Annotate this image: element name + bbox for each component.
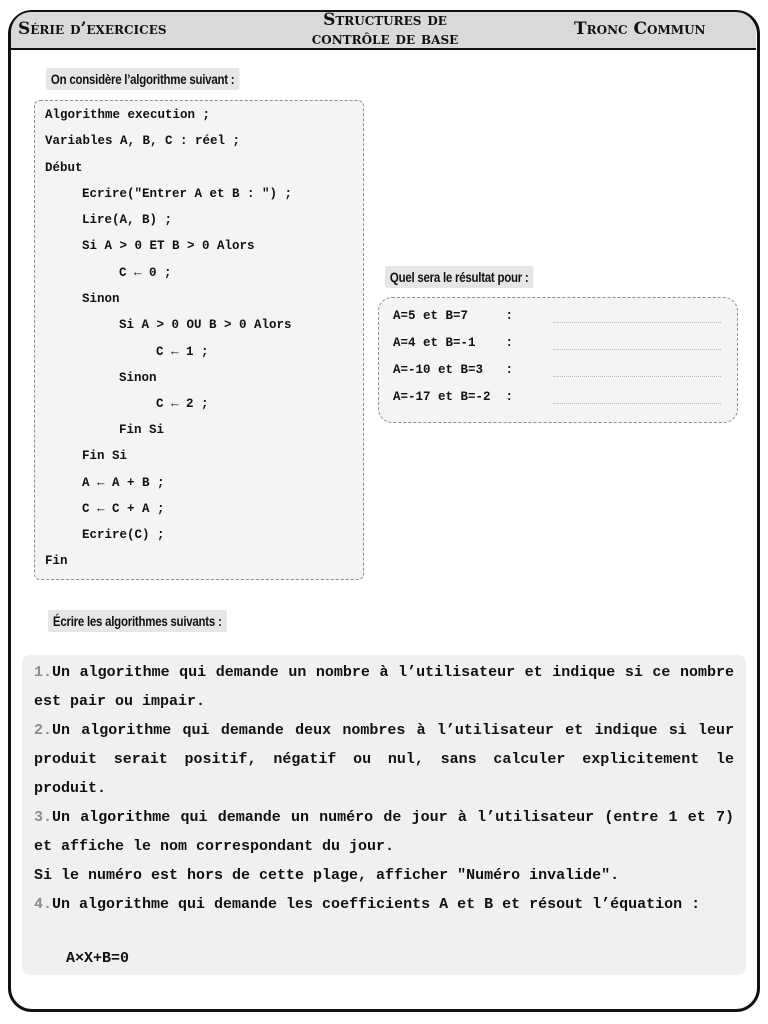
answer-dotted-line [553, 322, 721, 323]
algo-line: Début [45, 161, 83, 175]
algo-line: Ecrire(C) ; [82, 528, 165, 542]
exercise-1 [34, 658, 734, 716]
result-row-label: A=4 et B=-1 : [393, 336, 514, 350]
exercise-number: 2. [34, 722, 53, 739]
result-row-label: A=-17 et B=-2 : [393, 390, 514, 404]
algo-line: Sinon [119, 371, 157, 385]
answer-dotted-line [553, 349, 721, 350]
answer-dotted-line [553, 376, 721, 377]
header-level: Tronc Commun [574, 19, 706, 39]
exercise-3-extra: Si le numéro est hors de cette plage, afficher "Numéro invalide". [34, 867, 620, 884]
result-row-label: A=5 et B=7 : [393, 309, 514, 323]
equation: A×X+B=0 [66, 950, 130, 967]
result-row [393, 309, 723, 329]
algo-line: Fin Si [82, 449, 128, 463]
algo-line: Fin [45, 554, 68, 568]
exercise-4 [34, 890, 734, 919]
algo-line: C ← 2 ; [156, 397, 209, 411]
algo-line: Algorithme execution ; [45, 108, 211, 122]
algo-line: Fin Si [119, 423, 165, 437]
exercise-2 [34, 716, 734, 803]
exercise-text: Un algorithme qui demande les coefficients A et B et résout l’équation : [52, 896, 701, 913]
exercise-number: 4. [34, 896, 53, 913]
exercises-box [22, 655, 746, 975]
header-chapter-line1: Structures de [323, 10, 447, 30]
header-chapter-title [270, 11, 500, 49]
algo-line: A ← A + B ; [82, 476, 165, 490]
header-chapter-line2: contrôle de base [311, 29, 459, 49]
algo-line: Ecrire("Entrer A et B : ") ; [82, 187, 293, 201]
section-label-exercises: Écrire les algorithmes suivants : [48, 610, 226, 632]
algo-line: Variables A, B, C : réel ; [45, 134, 241, 148]
algo-line: Sinon [82, 292, 120, 306]
exercise-text: Un algorithme qui demande un numéro de jour à l’utilisateur (entre 1 et 7) et affiche le nom correspondant du jour. [34, 809, 734, 855]
algo-line: C ← 1 ; [156, 345, 209, 359]
header-series-title: Série d’exercices [18, 19, 167, 39]
algo-line: C ← 0 ; [119, 266, 172, 280]
algorithm-box [34, 100, 364, 580]
algo-line: Si A > 0 OU B > 0 Alors [119, 318, 292, 332]
algo-line: C ← C + A ; [82, 502, 165, 516]
exercise-text: Un algorithme qui demande un nombre à l’utilisateur et indique si ce nombre est pair ou impair. [34, 664, 734, 710]
result-row [393, 336, 723, 356]
exercise-text: Un algorithme qui demande deux nombres à l’utilisateur et indique si leur produit serait positif, négatif ou nul, sans calculer explicitement le produit. [34, 722, 734, 797]
exercise-number: 1. [34, 664, 53, 681]
answer-dotted-line [553, 403, 721, 404]
result-row [393, 363, 723, 383]
exercise-3 [34, 803, 734, 861]
section-label-algorithm: On considère l’algorithme suivant : [46, 68, 239, 90]
result-row [393, 390, 723, 410]
algo-line: Lire(A, B) ; [82, 213, 173, 227]
result-row-label: A=-10 et B=3 : [393, 363, 514, 377]
exercise-number: 3. [34, 809, 53, 826]
section-label-results: Quel sera le résultat pour : [385, 266, 533, 288]
algo-line: Si A > 0 ET B > 0 Alors [82, 239, 255, 253]
results-box [378, 297, 738, 423]
